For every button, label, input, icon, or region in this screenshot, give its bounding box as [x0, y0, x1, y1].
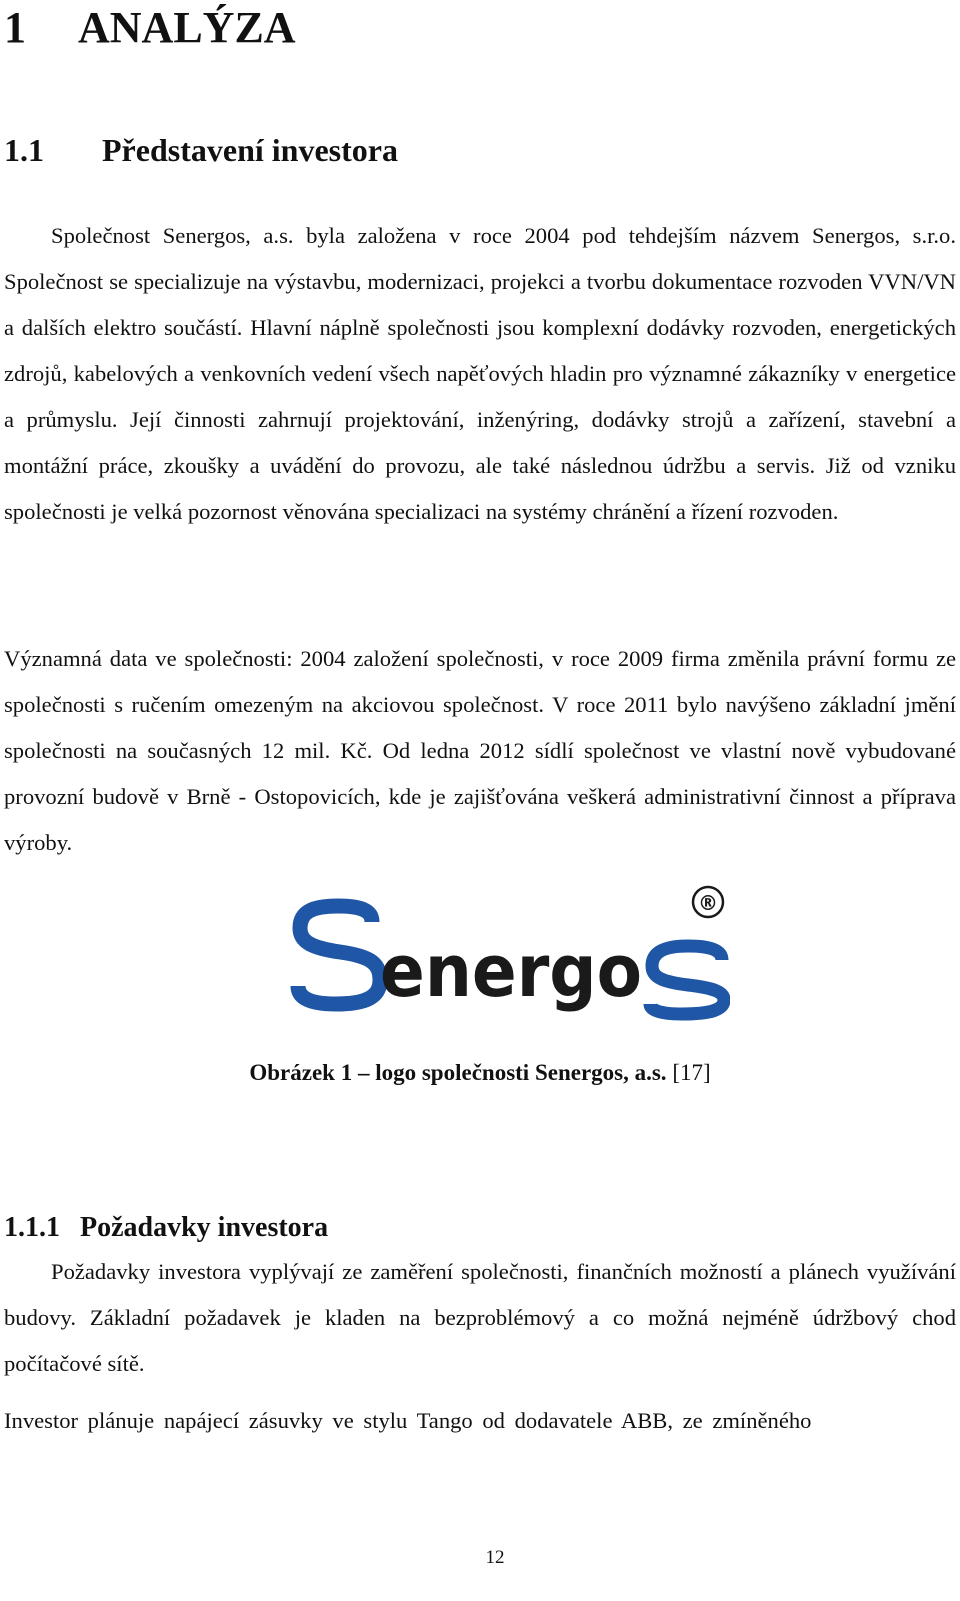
- subsection-number: 1.1.1: [4, 1212, 60, 1243]
- logo-right-s-mark: [650, 946, 724, 1014]
- figure-caption-title: Obrázek 1 – logo společnosti Senergos, a.s.: [249, 1060, 667, 1085]
- figure-caption: [0, 1057, 960, 1089]
- section-heading: [4, 130, 398, 170]
- chapter-title: ANALÝZA: [78, 3, 296, 52]
- section-title: Představení investora: [102, 132, 398, 168]
- chapter-number: 1: [4, 3, 26, 52]
- logo-left-s-mark: [298, 906, 380, 1004]
- paragraph-investor-plan: Investor plánuje napájecí zásuvky ve stylu Tango od dodavatele ABB, ze zmíněného: [4, 1408, 812, 1433]
- svg-text:®: ®: [698, 891, 718, 915]
- subsection-heading: [4, 1210, 328, 1246]
- chapter-heading: [4, 2, 296, 54]
- registered-mark-icon: [693, 887, 723, 917]
- paragraph-investor-requirements: Požadavky investora vyplývají ze zaměření společnosti, finančních možností a plánech využívání budovy. Základní požadavek je kladen na bezproblémový a co možná nejméně údržbový chod počítačové sítě.: [4, 1259, 956, 1376]
- section-number: 1.1: [4, 132, 44, 168]
- page-number: 12: [485, 1547, 505, 1568]
- paragraph-company-intro: Společnost Senergos, a.s. byla založena v roce 2004 pod tehdejším názvem Senergos, s.r.o. Společnost se specializuje na výstavbu, modernizaci, projekci a tvorbu dokumentace rozvoden VVN/VN a dalších elektro součástí. Hlavní náplně společnosti jsou komplexní dodávky rozvoden, energetických zdrojů, kabelových a venkovních vedení všech napěťových hladin pro významné zákazníky v energetice a průmyslu. Její činnosti zahrnují projektování, inženýring, dodávky strojů a zařízení, stavební a montážní práce, zkoušky a uvádění do provozu, ale také následnou údržbu a servis. Již od vzniku společnosti je velká pozornost věnována specializaci na systémy chránění a řízení rozvoden.: [4, 223, 956, 524]
- senergos-logo: [290, 882, 730, 1022]
- logo-wordmark: energo: [380, 929, 642, 1013]
- subsection-title: Požadavky investora: [80, 1212, 329, 1243]
- paragraph-company-history: Významná data ve společnosti: 2004 založení společnosti, v roce 2009 firma změnila právní formu ze společnosti s ručením omezeným na akciovou společnost. V roce 2011 bylo navýšeno základní jmění společnosti na současných 12 mil. Kč. Od ledna 2012 sídlí společnost ve vlastní nově vybudované provozní budově v Brně - Ostopovicích, kde je zajišťována veškerá administrativní činnost a příprava výroby.: [4, 646, 956, 855]
- figure-caption-reference: [17]: [666, 1060, 711, 1085]
